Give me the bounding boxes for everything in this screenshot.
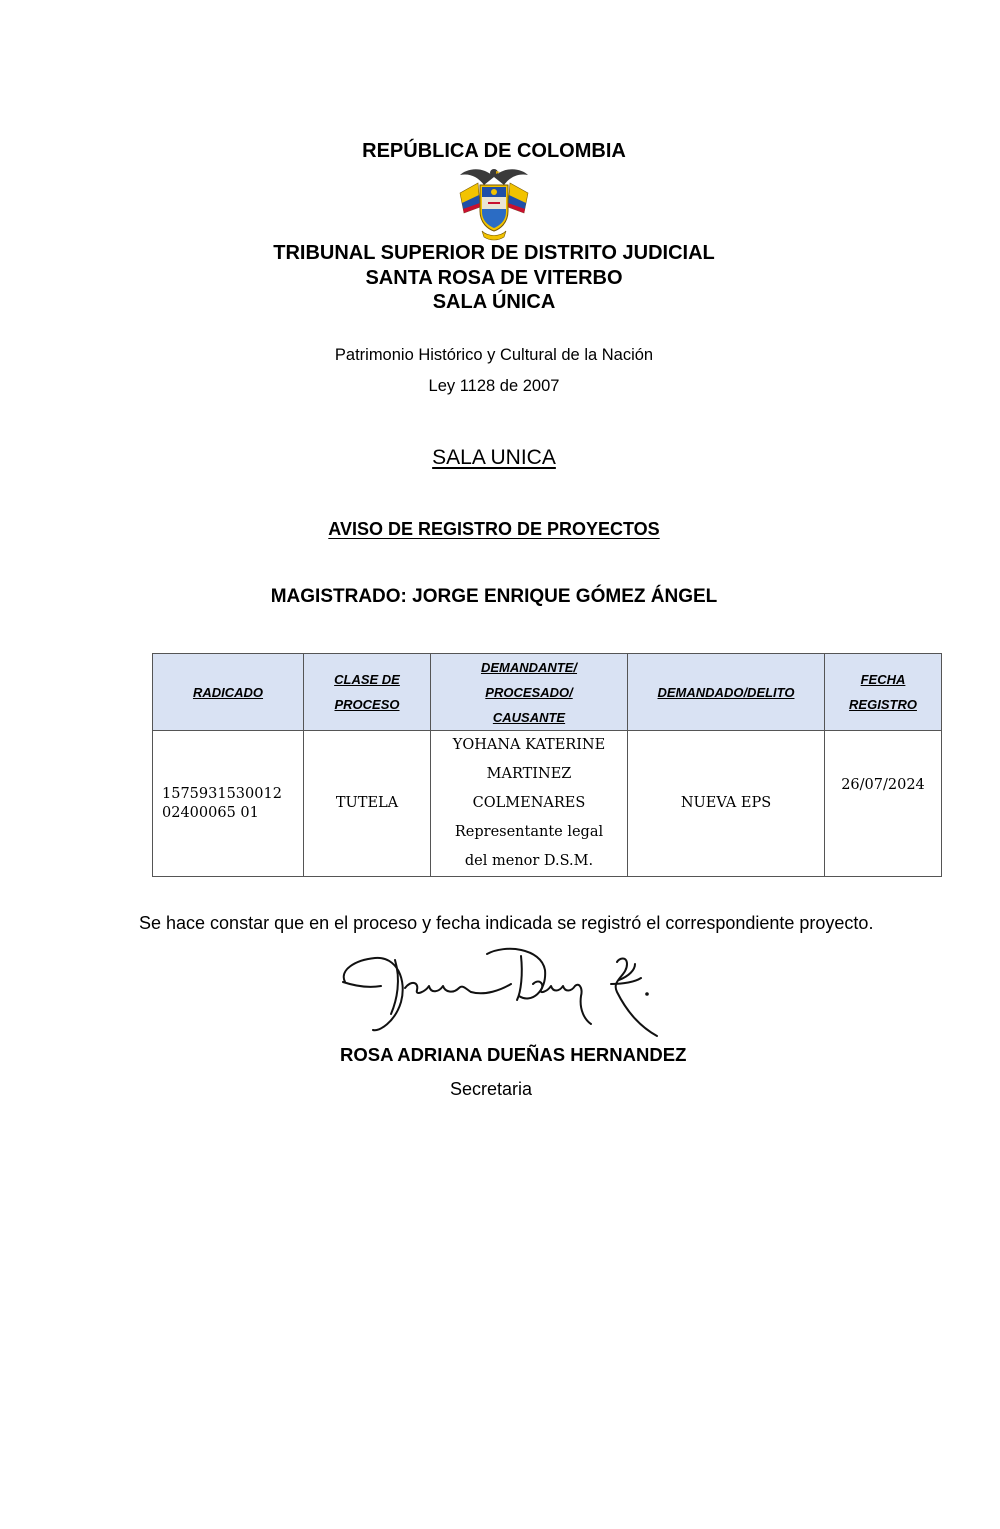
column-header-fecha-registro: FECHA REGISTRO [825, 654, 942, 731]
magistrate-line: MAGISTRADO: JORGE ENRIQUE GÓMEZ ÁNGEL [270, 586, 718, 607]
column-header-clase-proceso: CLASE DE PROCESO [304, 654, 431, 731]
heritage-line2: Ley 1128 de 2007 [428, 377, 560, 395]
cell-demandado: NUEVA EPS [628, 731, 825, 877]
handwritten-signature [335, 940, 670, 1040]
notice-title: AVISO DE REGISTRO DE PROYECTOS [328, 519, 660, 539]
cell-fecha-registro: 26/07/2024 [825, 731, 942, 877]
heritage-line1: Patrimonio Histórico y Cultural de la Nación [334, 346, 654, 364]
court-title-line1: TRIBUNAL SUPERIOR DE DISTRITO JUDICIAL [273, 242, 715, 264]
cell-radicado: 1575931530012 02400065 01 [153, 731, 304, 877]
table-header-row [153, 654, 942, 731]
column-header-demandado: DEMANDADO/DELITO [628, 654, 825, 731]
cell-demandante: YOHANA KATERINE MARTINEZ COLMENARES Representante legal del menor D.S.M. [431, 731, 628, 877]
registry-table [152, 653, 942, 877]
column-header-radicado: RADICADO [153, 654, 304, 731]
table-row [153, 731, 942, 877]
court-title-line2: SANTA ROSA DE VITERBO [365, 267, 623, 289]
cell-clase-proceso: TUTELA [304, 731, 431, 877]
registration-note: Se hace constar que en el proceso y fecha indicada se registró el correspondiente proyecto. [139, 913, 874, 933]
court-title-line3: SALA ÚNICA [432, 291, 556, 313]
colombia-coat-of-arms-icon [452, 163, 536, 241]
signer-role: Secretaria [450, 1079, 533, 1099]
column-header-demandante: DEMANDANTE/ PROCESADO/ CAUSANTE [431, 654, 628, 731]
signer-name: ROSA ADRIANA DUEÑAS HERNANDEZ [340, 1044, 687, 1065]
country-title: REPÚBLICA DE COLOMBIA [362, 140, 626, 162]
section-title: SALA UNICA [432, 446, 556, 469]
